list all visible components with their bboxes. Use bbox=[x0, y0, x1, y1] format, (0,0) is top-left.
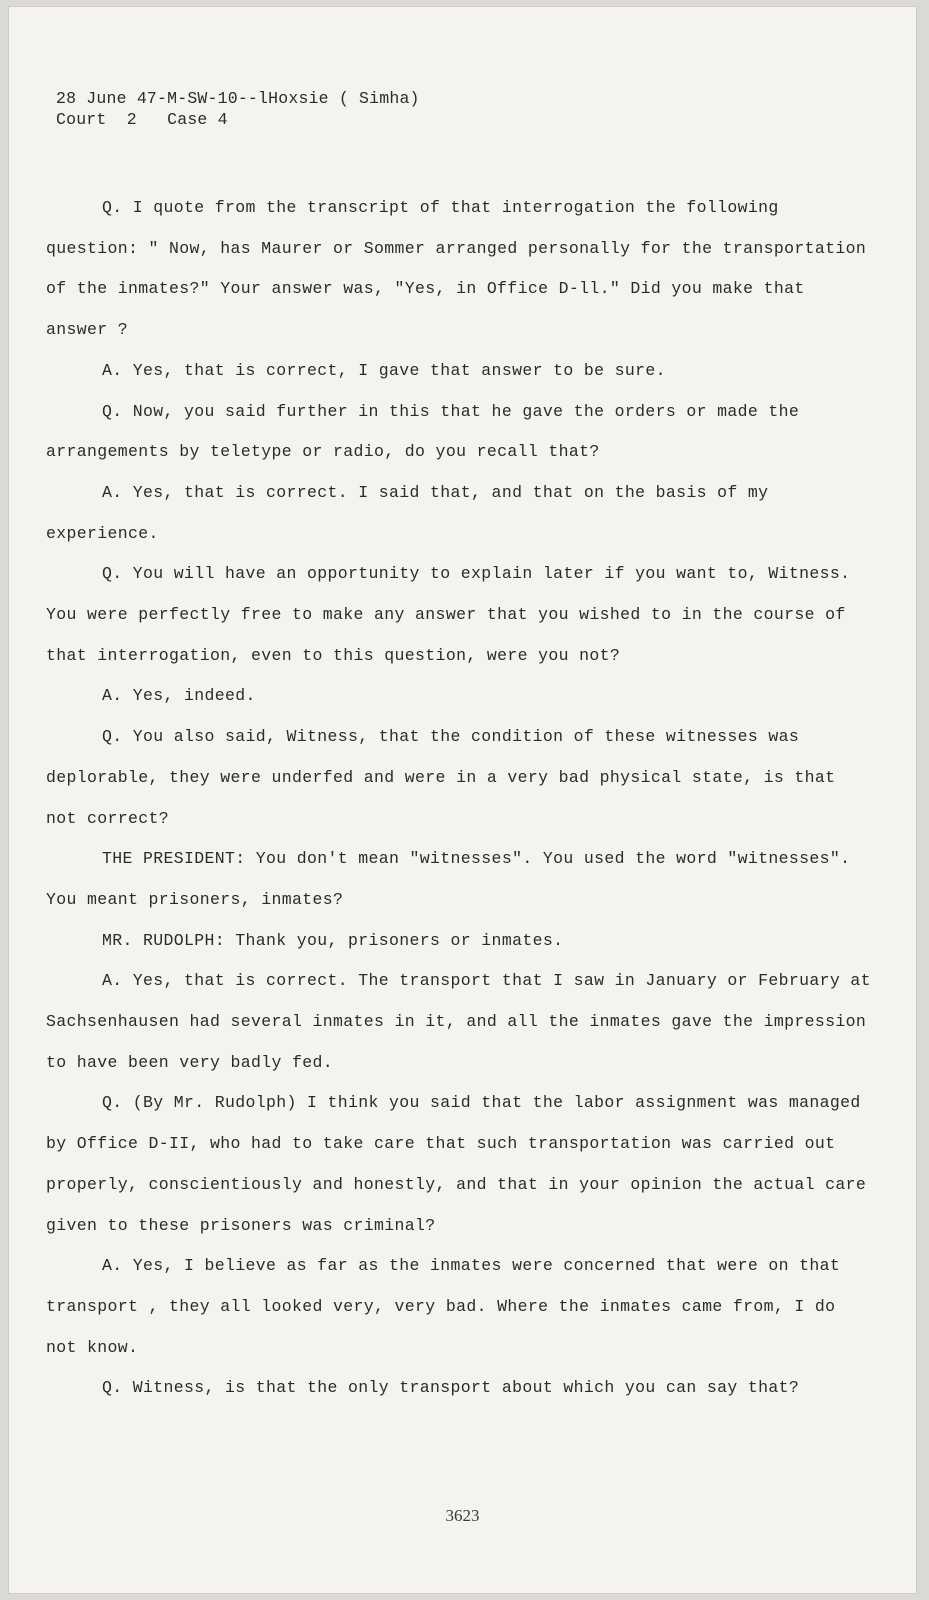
paragraph: A. Yes, that is correct, I gave that answer to be sure. bbox=[102, 360, 666, 380]
paragraph: A. Yes, I believe as far as the inmates were concerned that were on that transport , they all looked very, very bad. Where the inmates came from, I do not know. bbox=[46, 1256, 841, 1357]
document-page bbox=[8, 6, 917, 1594]
transcript-body bbox=[46, 188, 876, 1409]
paragraph: Q. You will have an opportunity to explain later if you want to, Witness. You were perfectly free to make any answer that you wished to in the course of that interrogation, even to this question, were you not? bbox=[46, 564, 851, 665]
paragraph: MR. RUDOLPH: Thank you, prisoners or inmates. bbox=[102, 930, 564, 950]
header-line-date-ref: 28 June 47-M-SW-10--lHoxsie ( Simha) bbox=[56, 89, 420, 108]
paragraph: Q. Now, you said further in this that he gave the orders or made the arrangements by teletype or radio, do you recall that? bbox=[46, 401, 800, 462]
document-header bbox=[56, 88, 420, 130]
paragraph: Q. Witness, is that the only transport about which you can say that? bbox=[102, 1378, 800, 1398]
paragraph: A. Yes, that is correct. The transport that I saw in January or February at Sachsenhausen had several inmates in it, and all the inmates gave the impression to have been very badly fed. bbox=[46, 971, 871, 1072]
page-number: 3623 bbox=[445, 1506, 480, 1525]
paragraph: THE PRESIDENT: You don't mean "witnesses". You used the word "witnesses". You meant prisoners, inmates? bbox=[46, 849, 851, 909]
paragraph: Q. You also said, Witness, that the condition of these witnesses was deplorable, they were underfed and were in a very bad physical state, is that not correct? bbox=[46, 727, 836, 828]
paragraph: Q. (By Mr. Rudolph) I think you said that the labor assignment was managed by Office D-II, who had to take care that such transportation was carried out properly, conscientiously and honestly, and that in your opinion the actual care given to these prisoners was criminal? bbox=[46, 1093, 867, 1235]
paragraph: A. Yes, indeed. bbox=[102, 686, 256, 706]
header-line-court-case: Court 2 Case 4 bbox=[56, 110, 228, 129]
paragraph: Q. I quote from the transcript of that interrogation the following question: " Now, has Maurer or Sommer arranged personally for the transportation of the inmates?" Your answer was, "Yes, in Office D-ll." Did you make that answer ? bbox=[46, 198, 867, 340]
paragraph: A. Yes, that is correct. I said that, and that on the basis of my experience. bbox=[46, 482, 769, 543]
